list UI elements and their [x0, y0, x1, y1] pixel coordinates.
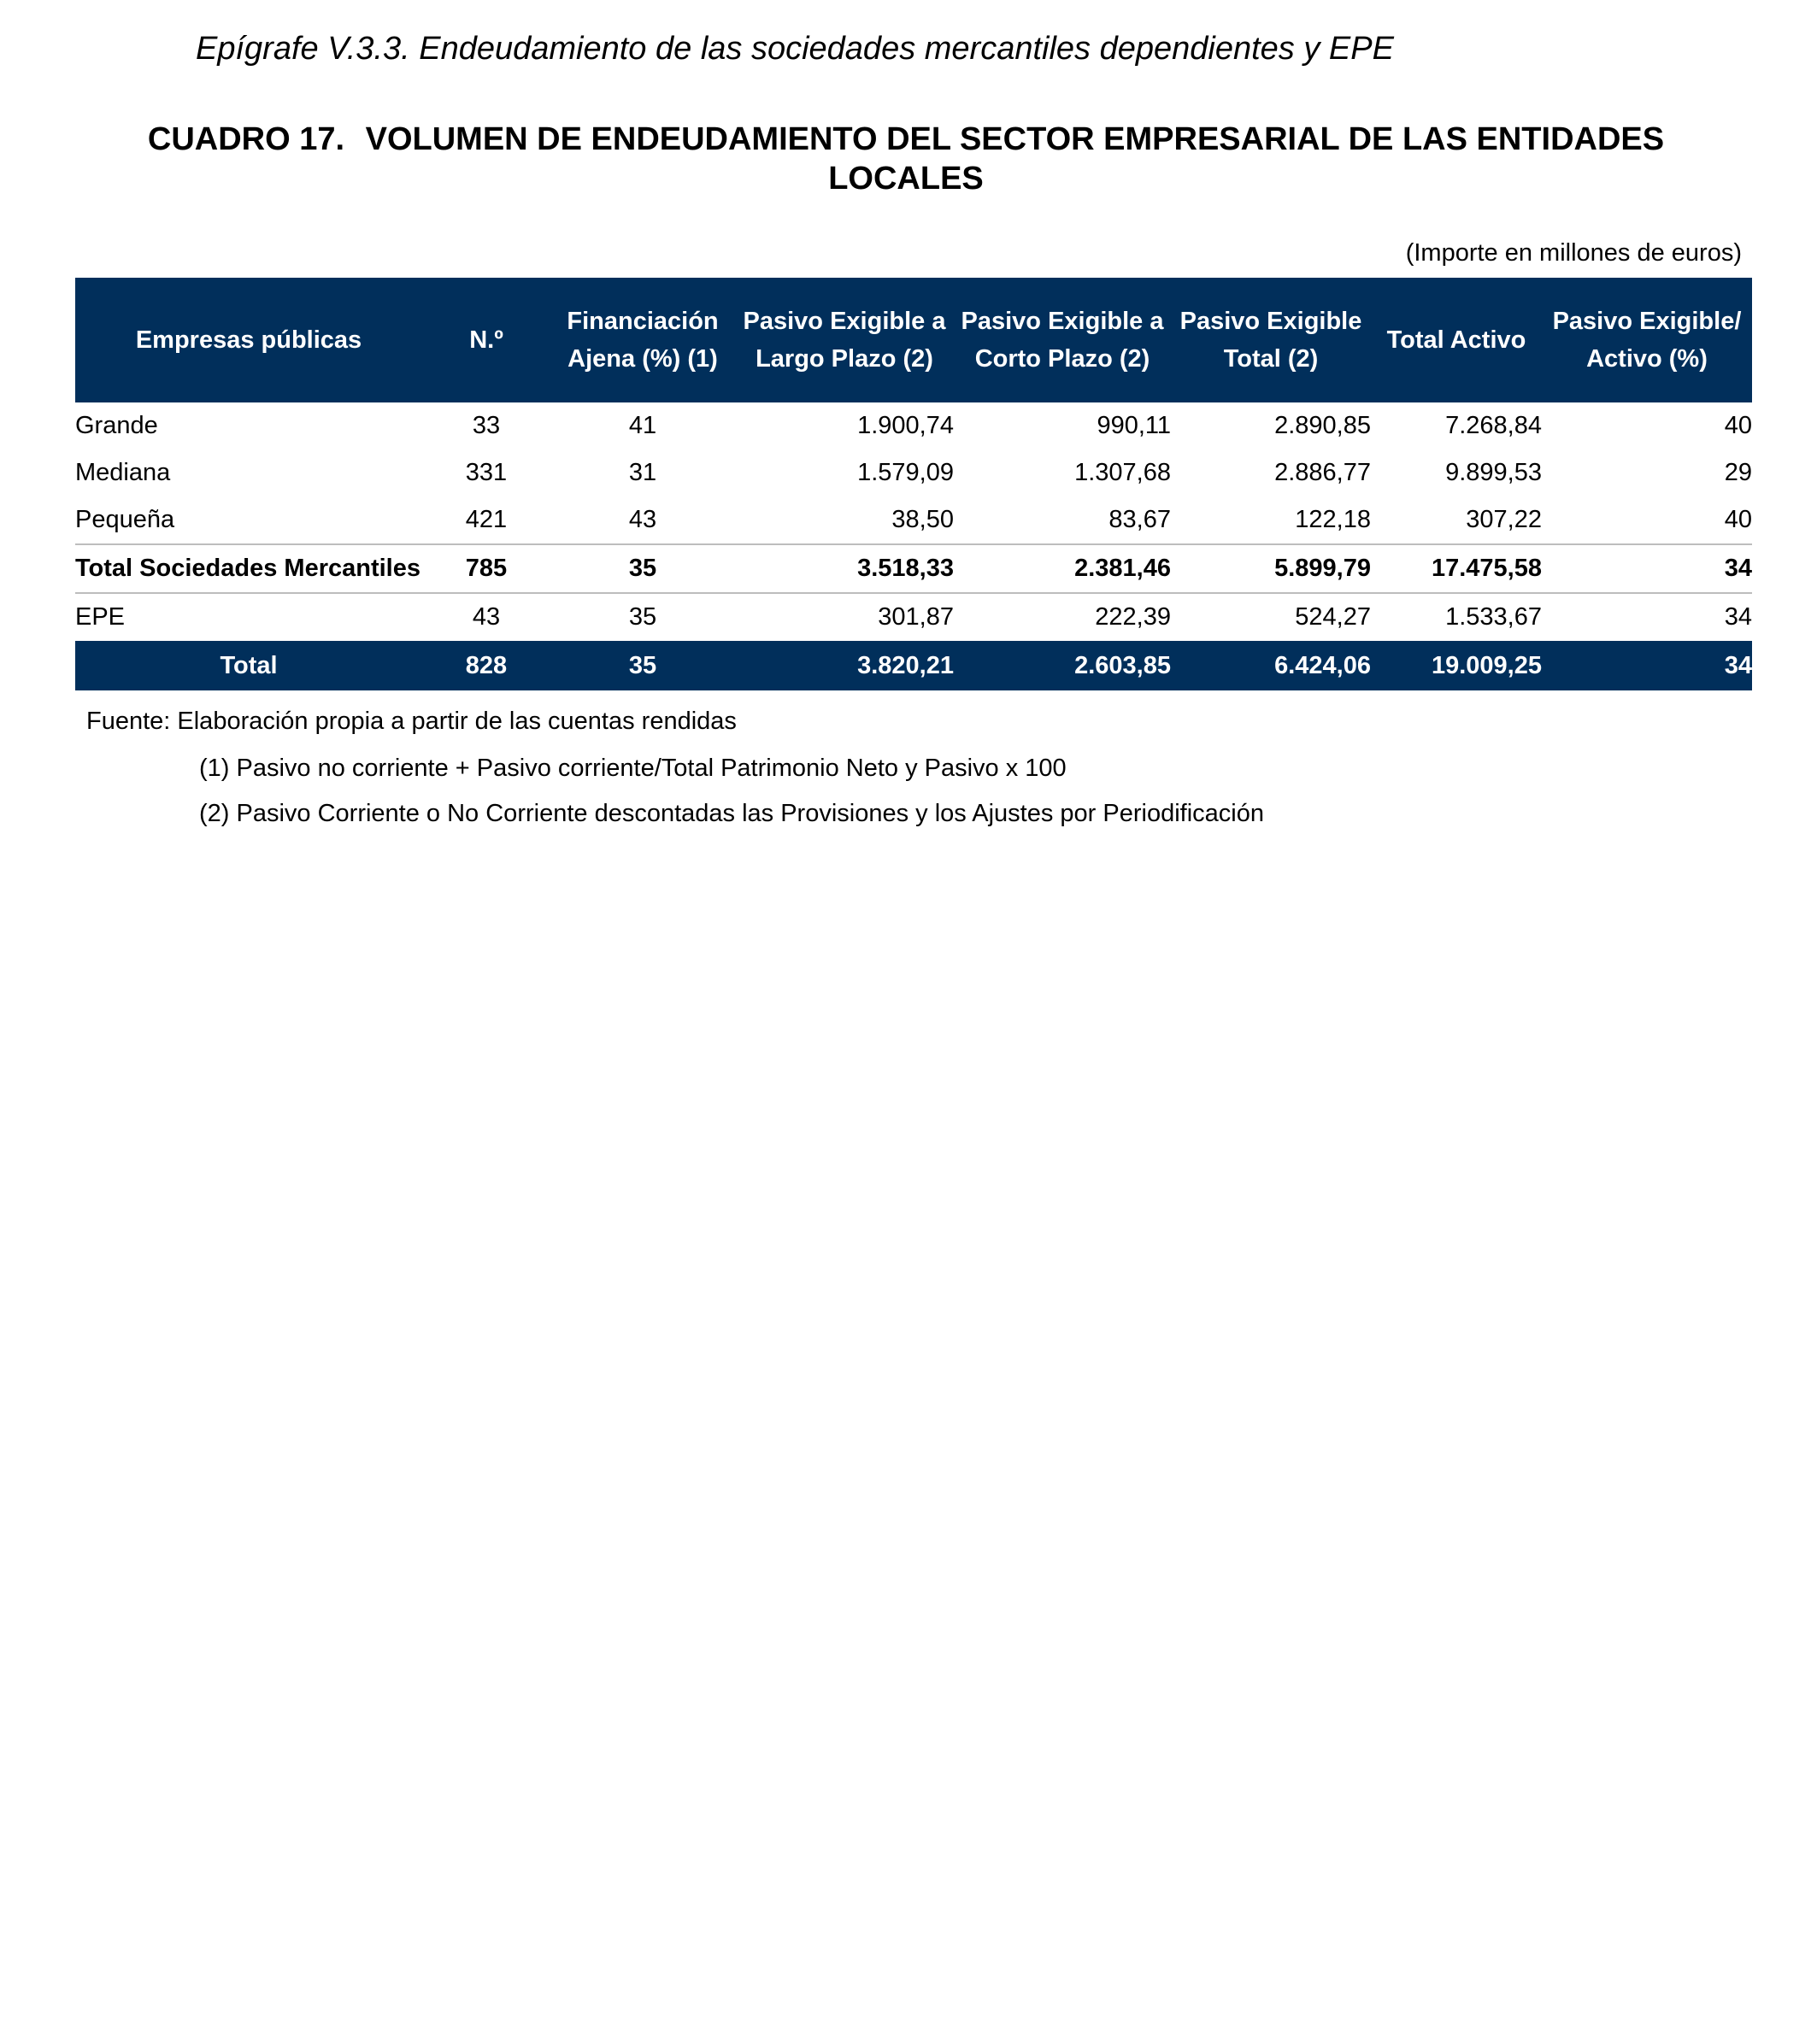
- cell-numero: 785: [422, 544, 550, 593]
- header-pasivo-corto-plazo: Pasivo Exigible a Corto Plazo (2): [954, 278, 1171, 402]
- cell-pasivo-activo: 34: [1542, 593, 1752, 641]
- footnote-2: (2) Pasivo Corriente o No Corriente descontadas las Provisiones y los Ajustes por Periodificación: [199, 800, 1264, 827]
- table-row: [75, 449, 1752, 496]
- cell-empresa: Mediana: [75, 459, 171, 486]
- cell-pasivo-total: 122,18: [1295, 506, 1371, 533]
- header-empresas-publicas: Empresas públicas: [75, 278, 422, 402]
- cell-numero: 33: [472, 412, 501, 439]
- table-row: [75, 496, 1752, 544]
- cell-pasivo-total: 6.424,06: [1171, 641, 1371, 690]
- cell-largo-plazo: 1.579,09: [857, 459, 954, 486]
- header-pasivo-largo-plazo: Pasivo Exigible a Largo Plazo (2): [735, 278, 954, 402]
- cell-pasivo-activo: 34: [1542, 544, 1752, 593]
- cell-numero: 421: [465, 506, 508, 533]
- header-financiacion-ajena: Financiación Ajena (%) (1): [550, 278, 735, 402]
- cell-pasivo-total: 524,27: [1171, 593, 1371, 641]
- cell-total-activo: 7.268,84: [1445, 412, 1542, 439]
- table-title: [103, 120, 1709, 198]
- cell-financiacion: 41: [628, 412, 657, 439]
- cell-financiacion: 43: [628, 506, 657, 533]
- cell-pasivo-activo: 34: [1542, 641, 1752, 690]
- cell-corto-plazo: 83,67: [1108, 506, 1171, 533]
- cell-numero: 828: [422, 641, 550, 690]
- cell-corto-plazo: 990,11: [1097, 412, 1171, 439]
- cell-empresa: Pequeña: [75, 506, 175, 533]
- cell-total-activo: 1.533,67: [1371, 593, 1542, 641]
- cell-corto-plazo: 1.307,68: [1074, 459, 1171, 486]
- cell-financiacion: 31: [628, 459, 657, 486]
- cell-pasivo-total: 2.886,77: [1274, 459, 1371, 486]
- header-total-activo: Total Activo: [1371, 278, 1542, 402]
- source-note: Fuente: Elaboración propia a partir de las cuentas rendidas: [86, 708, 737, 735]
- debt-volume-table: [75, 278, 1752, 690]
- cell-empresa: Grande: [75, 412, 158, 439]
- header-numero: N.º: [422, 278, 550, 402]
- cell-largo-plazo: 1.900,74: [857, 412, 954, 439]
- cell-corto-plazo: 2.603,85: [954, 641, 1171, 690]
- cell-empresa: Total: [75, 641, 422, 690]
- subtotal-row: [75, 544, 1752, 593]
- cell-largo-plazo: 301,87: [735, 593, 954, 641]
- cell-numero: 331: [465, 459, 508, 486]
- cell-financiacion: 35: [550, 544, 735, 593]
- unit-note: (Importe en millones de euros): [1405, 239, 1742, 267]
- cell-total-activo: 19.009,25: [1371, 641, 1542, 690]
- cell-pasivo-activo: 40: [1724, 506, 1752, 533]
- cell-largo-plazo: 38,50: [891, 506, 954, 533]
- cell-total-activo: 9.899,53: [1445, 459, 1542, 486]
- header-pasivo-activo-pct: Pasivo Exigible/ Activo (%): [1542, 278, 1752, 402]
- cell-corto-plazo: 2.381,46: [954, 544, 1171, 593]
- cell-total-activo: 17.475,58: [1371, 544, 1542, 593]
- cell-largo-plazo: 3.820,21: [735, 641, 954, 690]
- cell-pasivo-total: 2.890,85: [1274, 412, 1371, 439]
- cell-largo-plazo: 3.518,33: [735, 544, 954, 593]
- table-row: [75, 593, 1752, 641]
- footnote-1: (1) Pasivo no corriente + Pasivo corriente/Total Patrimonio Neto y Pasivo x 100: [199, 755, 1067, 782]
- cell-pasivo-activo: 40: [1724, 412, 1752, 439]
- cell-empresa: EPE: [75, 593, 422, 641]
- section-heading: Epígrafe V.3.3. Endeudamiento de las sociedades mercantiles dependientes y EPE: [196, 31, 1394, 67]
- table-title-text: VOLUMEN DE ENDEUDAMIENTO DEL SECTOR EMPRESARIAL DE LAS ENTIDADES LOCALES: [365, 121, 1665, 197]
- cell-numero: 43: [422, 593, 550, 641]
- table-number: CUADRO 17.: [147, 121, 345, 157]
- table-row: [75, 402, 1752, 449]
- header-pasivo-total: Pasivo Exigible Total (2): [1171, 278, 1371, 402]
- cell-financiacion: 35: [550, 641, 735, 690]
- cell-total-activo: 307,22: [1466, 506, 1542, 533]
- cell-financiacion: 35: [550, 593, 735, 641]
- cell-empresa: Total Sociedades Mercantiles: [75, 544, 422, 593]
- cell-pasivo-total: 5.899,79: [1171, 544, 1371, 593]
- cell-corto-plazo: 222,39: [954, 593, 1171, 641]
- table-header-row: [75, 278, 1752, 402]
- cell-pasivo-activo: 29: [1724, 459, 1752, 486]
- total-row: [75, 641, 1752, 690]
